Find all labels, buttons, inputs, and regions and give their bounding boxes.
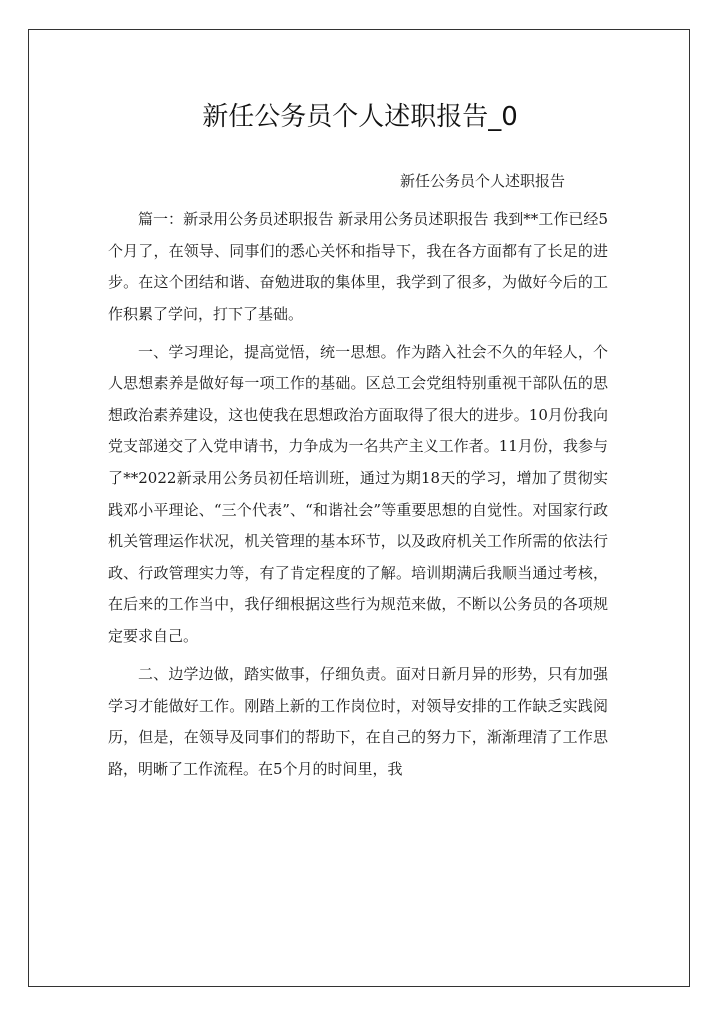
document-body — [108, 204, 608, 792]
paragraph-section-two: 二、边学边做，踏实做事，仔细负责。面对日新月异的形势，只有加强学习才能做好工作。刚踏上新的工作岗位时，对领导安排的工作缺乏实践阅历，但是，在领导及同事们的帮助下，在自己的努力下，渐渐理清了工作思路，明晰了工作流程。在5个月的时间里，我 — [108, 664, 608, 778]
document-subtitle: 新任公务员个人述职报告 — [400, 172, 566, 190]
paragraph-section-one: 一、学习理论，提高觉悟，统一思想。作为踏入社会不久的年轻人，个人思想素养是做好每一项工作的基础。区总工会党组特别重视干部队伍的思想政治素养建设，这也使我在思想政治方面取得了很大的进步。10月份我向党支部递交了入党申请书，力争成为一名共产主义工作者。11月份，我参与了**2022新录用公务员初任培训班，通过为期18天的学习，增加了贯彻实践邓小平理论、“三个代表”、“和谐社会”等重要思想的自觉性。对国家行政机关管理运作状况，机关管理的基本环节，以及政府机关工作所需的依法行政、行政管理实力等，有了肯定程度的了解。培训期满后我顺当通过考核，在后来的工作当中，我仔细根据这些行为规范来做，不断以公务员的各项规定要求自己。 — [108, 342, 608, 646]
document-title: 新任公务员个人述职报告_0 — [202, 102, 518, 132]
paragraph-intro: 篇一：新录用公务员述职报告 新录用公务员述职报告 我到**工作已经5个月了，在领导、同事们的悉心关怀和指导下，我在各方面都有了长足的进步。在这个团结和谐、奋勉进取的集体里，我学到了很多，为做好今后的工作积累了学问，打下了基础。 — [108, 210, 608, 323]
